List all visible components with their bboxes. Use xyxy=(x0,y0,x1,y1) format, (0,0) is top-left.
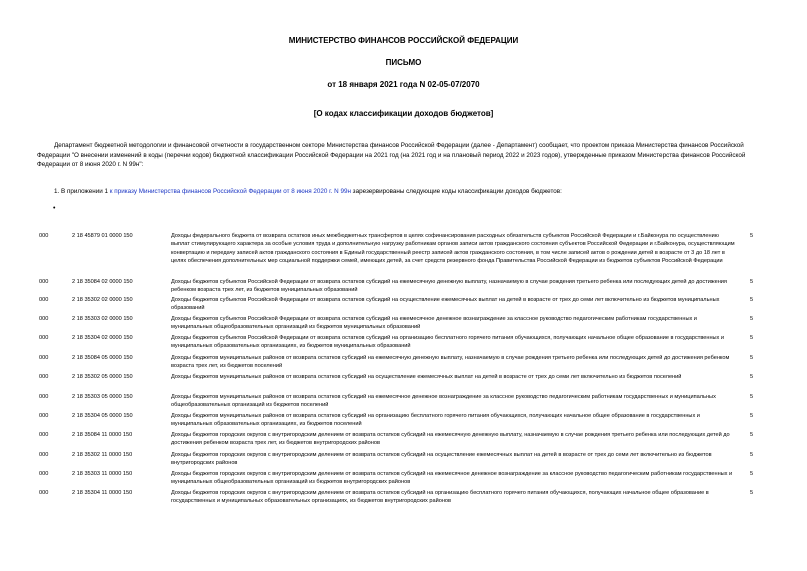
admin-code: 000 xyxy=(39,394,49,400)
budget-code: 2 18 35304 05 0000 150 xyxy=(72,413,133,419)
budget-code: 2 18 35084 02 0000 150 xyxy=(72,279,133,285)
admin-code: 000 xyxy=(39,471,49,477)
ministry-heading: МИНИСТЕРСТВО ФИНАНСОВ РОССИЙСКОЙ ФЕДЕРАЦИИ xyxy=(288,36,519,45)
item-1-text-before: 1. В приложении 1 xyxy=(54,188,110,195)
budget-code: 2 18 35304 11 0000 150 xyxy=(72,490,133,496)
admin-code: 000 xyxy=(39,233,49,239)
row-number: 5 xyxy=(750,452,754,458)
budget-code: 2 18 35303 02 0000 150 xyxy=(72,316,133,322)
admin-code: 000 xyxy=(39,335,49,341)
row-number: 5 xyxy=(750,471,754,477)
bullet-marker: • xyxy=(53,205,56,212)
code-description: Доходы бюджетов городских округов с внутригородским делением от возврата остатков субсидий на организацию бесплатного горячего питания обучающихся, получающих начальное общее образование в государственных и муниципальных образовательных организациях, из бюджетов внутригородских районов xyxy=(171,490,709,505)
admin-code: 000 xyxy=(39,374,49,380)
code-description: Доходы бюджетов муниципальных районов от возврата остатков субсидий на ежемесячное денежное вознаграждение за классное руководство педагогическим работникам государственных и муниципальных общеобразовательных организаций из бюджетов поселений xyxy=(171,394,716,409)
row-number: 5 xyxy=(750,297,754,303)
code-description: Доходы бюджетов муниципальных районов от возврата остатков субсидий на ежемесячную денежную выплату, назначаемую в случае рождения третьего ребенка или последующих детей до достижения ребенком возраста трех лет, из бюджетов поселений xyxy=(171,355,730,370)
admin-code: 000 xyxy=(39,413,49,419)
code-description: Доходы бюджетов муниципальных районов от возврата остатков субсидий на осуществление ежемесячных выплат на детей в возрасте от трех до семи лет включительно из бюджетов поселений xyxy=(171,374,682,380)
budget-code: 2 18 35302 02 0000 150 xyxy=(72,297,133,303)
item-1-paragraph xyxy=(37,187,767,197)
row-number: 5 xyxy=(750,413,754,419)
budget-code: 2 18 35302 05 0000 150 xyxy=(72,374,133,380)
budget-code: 2 18 45879 01 0000 150 xyxy=(72,233,133,239)
admin-code: 000 xyxy=(39,490,49,496)
budget-code: 2 18 35303 11 0000 150 xyxy=(72,471,133,477)
document-date-number: от 18 января 2021 года N 02-05-07/2070 xyxy=(327,80,480,89)
code-description: Доходы бюджетов субъектов Российской Федерации от возврата остатков субсидий на организацию бесплатного горячего питания обучающихся, получающих начальное общее образование в государственных и муниципальных образовательных организациях, из бюджетов муниципальных образований xyxy=(171,335,725,350)
code-description: Доходы бюджетов городских округов с внутригородским делением от возврата остатков субсидий на ежемесячное денежное вознаграждение за классное руководство педагогическим работникам государственных и муниципальных общеобразовательных организаций из бюджетов внутригородских районов xyxy=(171,471,733,486)
row-number: 5 xyxy=(750,394,754,400)
admin-code: 000 xyxy=(39,432,49,438)
admin-code: 000 xyxy=(39,316,49,322)
budget-code: 2 18 35084 05 0000 150 xyxy=(72,355,133,361)
document-subject: [О кодах классификации доходов бюджетов] xyxy=(313,109,494,118)
code-description: Доходы бюджетов субъектов Российской Федерации от возврата остатков субсидий на осуществление ежемесячных выплат на детей в возрасте от трех до семи лет включительно из бюджетов муниципальных образований xyxy=(171,297,720,312)
row-number: 5 xyxy=(750,432,754,438)
document-type: ПИСЬМО xyxy=(385,58,422,67)
code-description: Доходы бюджетов городских округов с внутригородским делением от возврата остатков субсидий на ежемесячную денежную выплату, назначаемую в случае рождения третьего ребенка или последующих детей до достижения ребенком возраста трех лет, из бюджетов внутригородских районов xyxy=(171,432,730,447)
intro-paragraph: Департамент бюджетной методологии и финансовой отчетности в государственном секторе Министерства финансов Российской Федерации (далее - Департамент) сообщает, что проектом приказа Министерства финансов Российской Федерации "О внесении изменений в коды (перечни кодов) бюджетной классификации Российской Федерации на 2021 год (на 2021 год и на плановый период 2022 и 2023 годов), утвержденные приказом Министерства финансов Российской Федерации от 8 июня 2020 г. N 99н": xyxy=(37,142,746,169)
admin-code: 000 xyxy=(39,279,49,285)
admin-code: 000 xyxy=(39,452,49,458)
budget-code: 2 18 35302 11 0000 150 xyxy=(72,452,133,458)
budget-code: 2 18 35084 11 0000 150 xyxy=(72,432,133,438)
code-description: Доходы федерального бюджета от возврата остатков иных межбюджетных трансфертов в целях софинансирования расходных обязательств субъектов Российской Федерации и г.Байконура по осуществлению выплат стимулирующего характера за особые условия труда и дополнительную нагрузку работникам органов записи актов гражданского состояния субъектов Российской Федерации и г.Байконура, осуществляющим конвертацию и передачу записей актов гражданского состояния в Единый государственный реестр записей актов гражданского состояния, в том числе записей актов о рождении детей в возрасте от 3 до 18 лет в целях обеспечения дополнительных мер социальной поддержки семей, имеющих детей, за счет средств резервного фонда Правительства Российской Федерации из бюджетов субъектов Российской Федерации xyxy=(171,233,735,264)
budget-code: 2 18 35303 05 0000 150 xyxy=(72,394,133,400)
row-number: 5 xyxy=(750,279,754,285)
order-99n-link[interactable]: к приказу Министерства финансов Российской Федерации от 8 июня 2020 г. N 99н xyxy=(109,188,351,195)
admin-code: 000 xyxy=(39,297,49,303)
code-description: Доходы бюджетов субъектов Российской Федерации от возврата остатков субсидий на ежемесячную денежную выплату, назначаемую в случае рождения третьего ребенка или последующих детей до достижения ребенком возраста трех лет, из бюджетов муниципальных образований xyxy=(171,279,727,294)
budget-code: 2 18 35304 02 0000 150 xyxy=(72,335,133,341)
row-number: 5 xyxy=(750,316,754,322)
row-number: 5 xyxy=(750,490,754,496)
row-number: 5 xyxy=(750,374,754,380)
item-1-text-after: зарезервированы следующие коды классификации доходов бюджетов: xyxy=(350,188,562,195)
code-description: Доходы бюджетов субъектов Российской Федерации от возврата остатков субсидий на ежемесячное денежное вознаграждение за классное руководство педагогическим работникам государственных и муниципальных общеобразовательных организаций из бюджетов муниципальных образований xyxy=(171,316,697,331)
code-description: Доходы бюджетов муниципальных районов от возврата остатков субсидий на организацию бесплатного горячего питания обучающихся, получающих начальное общее образование в государственных и муниципальных образовательных организациях, из бюджетов поселений xyxy=(171,413,700,428)
row-number: 5 xyxy=(750,233,754,239)
row-number: 5 xyxy=(750,355,754,361)
code-description: Доходы бюджетов городских округов с внутригородским делением от возврата остатков субсидий на осуществление ежемесячных выплат на детей в возрасте от трех до семи лет включительно из бюджетов внутригородских районов xyxy=(171,452,712,467)
row-number: 5 xyxy=(750,335,754,341)
admin-code: 000 xyxy=(39,355,49,361)
